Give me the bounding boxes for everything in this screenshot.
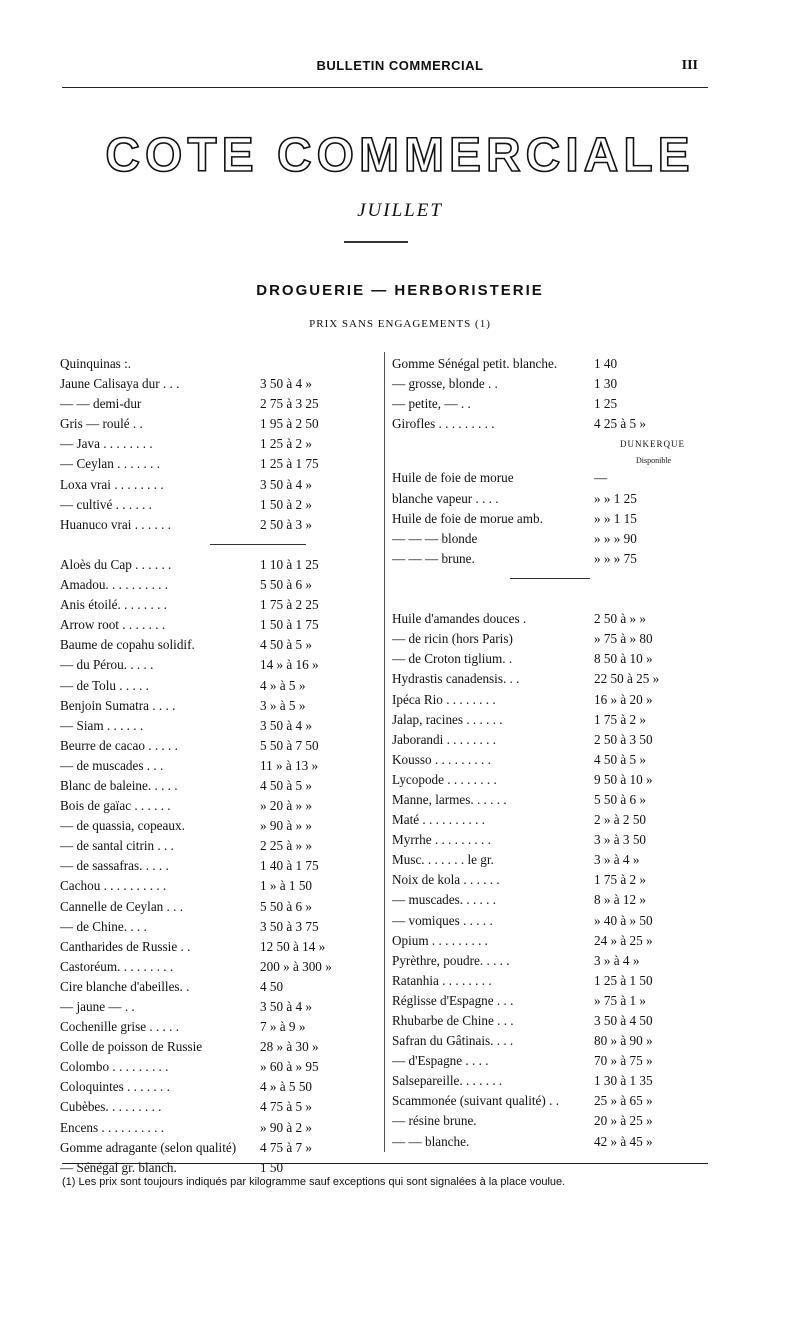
item-price: 7 » à 9 » [260,1019,306,1035]
item-label: — de sassafras. . . . . [60,858,169,874]
dunkerque-label: DUNKERQUE [620,439,685,450]
price-row [60,1138,378,1158]
section-title: DROGUERIE — HERBORISTERIE [256,282,544,299]
price-row [60,836,378,856]
item-price: 1 » à 1 50 [260,878,313,894]
item-price: 1 75 à 2 25 [260,597,319,613]
price-row [60,354,378,374]
item-label: blanche vapeur . . . . [392,490,499,506]
footnote-rule [62,1163,708,1164]
item-label: Aloès du Cap . . . . . . [60,556,172,572]
separator-rule [392,569,710,589]
item-label: Gris — roulé . . [60,416,143,432]
item-label: Ipéca Rio . . . . . . . . [392,691,496,707]
item-price: » 75 à 1 » [594,992,647,1008]
price-row [60,756,378,776]
price-row [60,555,378,575]
item-label: Cannelle de Ceylan . . . [60,898,184,914]
price-row [60,1057,378,1077]
price-row [392,354,710,374]
item-label: Loxa vrai . . . . . . . . [60,476,164,492]
price-row [60,957,378,977]
price-row [60,635,378,655]
price-row [60,676,378,696]
item-label: — — — brune. [392,550,475,566]
item-label: Blanc de baleine. . . . . [60,777,178,793]
item-price: 1 25 à 1 50 [594,972,653,988]
item-label: — jaune — . . [60,999,135,1014]
item-price: 22 50 à 25 » [594,671,660,687]
item-label: Cubèbes. . . . . . . . . [60,1099,162,1115]
item-label: Myrrhe . . . . . . . . . [392,832,491,848]
item-price: 5 50 à 7 50 [260,737,319,753]
item-label: Musc. . . . . . . le gr. [392,852,494,868]
item-price: 25 » à 65 » [594,1093,653,1109]
item-price: 3 50 à 4 » [260,476,313,492]
dunkerque-heading [392,434,710,454]
item-price: » » 1 15 [594,510,637,526]
item-price: 12 50 à 14 » [260,938,326,954]
price-row [60,776,378,796]
price-row [60,1097,378,1117]
item-price: 3 50 à 4 » [260,717,313,733]
price-row [392,509,710,529]
price-row [60,1077,378,1097]
item-price: » 90 à 2 » [260,1119,313,1135]
price-row [60,736,378,756]
item-label: — grosse, blonde . . [392,376,498,392]
item-price: 11 » à 13 » [260,757,319,773]
item-price: 1 95 à 2 50 [260,416,319,432]
item-label: — de santal citrin . . . [60,838,174,854]
item-price: 2 » à 2 50 [594,812,647,828]
item-label: — — demi-dur [60,396,142,412]
item-label: — vomiques . . . . . [392,912,493,928]
item-label: Arrow root . . . . . . . [60,617,166,633]
item-price: 4 » à 5 » [260,677,306,693]
item-label: Castoréum. . . . . . . . . [60,958,174,974]
price-row [60,495,378,515]
footnote: (1) Les prix sont toujours indiqués par kilogramme sauf exceptions qui sont signalées à la place voulue. [62,1176,566,1188]
item-label: Jaune Calisaya dur . . . [60,376,180,392]
item-label: Safran du Gâtinais. . . . [392,1033,514,1049]
item-label: Huile de foie de morue amb. [392,510,543,526]
price-row [60,876,378,896]
item-price: 3 50 à 4 » [260,376,313,392]
item-price: 1 10 à 1 25 [260,556,319,572]
item-price: 4 50 [260,978,284,994]
item-price: 2 75 à 3 25 [260,396,319,412]
price-row [392,690,710,710]
item-label: Maté . . . . . . . . . . [392,812,486,828]
spacer [392,589,710,609]
item-price: 1 75 à 2 » [594,872,647,888]
price-row [60,856,378,876]
item-label: — — — blonde [392,530,478,546]
item-label: Coloquintes . . . . . . . [60,1079,170,1095]
price-row [60,575,378,595]
item-label: — cultivé . . . . . . [60,496,152,512]
item-label: — de Chine. . . . [60,918,147,934]
item-price: 1 50 [260,1159,284,1175]
item-label: Cochenille grise . . . . . [60,1019,180,1035]
page-title: COTE COMMERCIALE [105,129,695,182]
item-price: 3 50 à 3 75 [260,918,319,934]
price-row [392,1031,710,1051]
item-price: 3 50 à 4 » [260,999,313,1014]
item-label: Gomme Sénégal petit. blanche. [392,356,558,371]
price-row [392,609,710,629]
item-label: Jalap, racines . . . . . . [392,711,503,727]
price-row [60,374,378,394]
price-row [392,971,710,991]
item-price: 9 50 à 10 » [594,771,653,787]
price-row [60,655,378,675]
price-row [392,1011,710,1031]
item-price: 3 » à 4 » [594,952,640,968]
ornament-rule [344,241,408,243]
item-label: — de Croton tiglium. . [392,651,513,667]
price-row [392,770,710,790]
item-price: 20 » à 25 » [594,1113,653,1129]
item-label: Cire blanche d'abeilles. . [60,978,190,994]
price-row [392,489,710,509]
price-row [60,475,378,495]
item-label: Cachou . . . . . . . . . . [60,878,167,894]
page-number: III [681,58,698,73]
price-row [392,1071,710,1091]
price-row [392,911,710,931]
item-price: 1 50 à 2 » [260,496,313,512]
item-price: » » » 75 [594,550,637,566]
price-row [392,991,710,1011]
item-label: Huile de foie de morue [392,470,514,486]
item-price: 1 40 [594,356,618,371]
item-price: 5 50 à 6 » [260,898,313,914]
item-price: 1 25 à 1 75 [260,456,319,472]
price-row [60,716,378,736]
item-price: 4 50 à 5 » [260,777,313,793]
item-label: Opium . . . . . . . . . [392,932,488,948]
item-price: 16 » à 20 » [594,691,653,707]
item-label: Kousso . . . . . . . . . [392,751,491,767]
item-price: 3 » à 3 50 [594,832,647,848]
item-price: 2 25 à » » [260,838,313,854]
item-label: Scammonée (suivant qualité) . . [392,1093,559,1109]
item-price: 24 » à 25 » [594,932,653,948]
price-row [392,730,710,750]
price-row [392,870,710,890]
price-row [392,850,710,870]
price-row [392,414,710,434]
item-price: 2 50 à » » [594,611,647,627]
price-note: PRIX SANS ENGAGEMENTS (1) [309,318,491,330]
price-row [60,595,378,615]
item-price: 200 » à 300 » [260,958,332,974]
item-label: Manne, larmes. . . . . . [392,791,507,807]
item-price: 3 50 à 4 50 [594,1013,653,1028]
price-row [392,394,710,414]
item-price: » 20 à » » [260,798,313,814]
item-price: 8 » à 12 » [594,892,647,908]
item-label: Anis étoilé. . . . . . . . [60,597,167,613]
disponible-heading [392,454,710,468]
item-label: — Siam . . . . . . [60,717,144,733]
item-price: 1 25 [594,396,618,412]
item-label: — de muscades . . . [60,757,164,773]
item-label: Quinquinas :. [60,356,132,371]
item-price: 5 50 à 6 » [594,791,647,807]
item-price: » 40 à » 50 [594,912,653,928]
price-row [60,816,378,836]
price-row [392,549,710,569]
separator-rule [60,535,378,555]
price-row [392,931,710,951]
column-divider [384,352,385,1152]
item-price: » 75 à » 80 [594,631,653,647]
price-row [60,977,378,997]
item-price: 4 » à 5 50 [260,1079,313,1095]
item-label: Encens . . . . . . . . . . [60,1119,165,1135]
item-label: — muscades. . . . . . [392,892,497,908]
left-price-column [60,354,378,1178]
price-row [392,810,710,830]
item-label: Jaborandi . . . . . . . . [392,731,497,747]
item-price: 1 30 à 1 35 [594,1073,653,1089]
item-price: » 60 à » 95 [260,1059,319,1075]
price-row [60,696,378,716]
item-label: Baume de copahu solidif. [60,637,195,653]
item-label: Benjoin Sumatra . . . . [60,697,176,713]
item-label: Noix de kola . . . . . . [392,872,500,888]
item-price: 2 50 à 3 50 [594,731,653,747]
item-label: — de quassia, copeaux. [60,818,185,834]
disponible-label: Disponible [636,456,672,466]
price-row [60,615,378,635]
price-row [60,434,378,454]
item-label: Hydrastis canadensis. . . [392,671,520,687]
running-title: BULLETIN COMMERCIAL [316,58,484,73]
item-label: Colle de poisson de Russie [60,1039,203,1055]
month-title: JUILLET [357,200,443,221]
item-label: Huile d'amandes douces . [392,611,527,627]
item-label: Girofles . . . . . . . . . [392,416,495,432]
item-price: 4 25 à 5 » [594,416,647,432]
item-label: Bois de gaïac . . . . . . [60,798,171,814]
item-label: — d'Espagne . . . . [392,1053,489,1069]
item-price: 1 30 [594,376,618,392]
item-price: 14 » à 16 » [260,657,319,673]
price-row [392,1132,710,1152]
price-row [392,374,710,394]
item-label: — petite, — . . [392,396,471,412]
item-price: 1 50 à 1 75 [260,617,319,633]
price-row [60,917,378,937]
price-row [392,830,710,850]
item-price: 4 50 à 5 » [594,751,647,767]
item-label: Huanuco vrai . . . . . . [60,516,171,532]
item-price: 3 » à 5 » [260,697,306,713]
item-price: 3 » à 4 » [594,852,640,868]
item-label: Colombo . . . . . . . . . [60,1059,169,1075]
price-row [392,669,710,689]
price-row [60,454,378,474]
price-row [60,1118,378,1138]
price-row [392,1091,710,1111]
item-label: — de Tolu . . . . . [60,677,149,693]
item-price: » 90 à » » [260,818,313,834]
price-row [392,1111,710,1131]
price-row [392,529,710,549]
item-price: 1 75 à 2 » [594,711,647,727]
item-price: 5 50 à 6 » [260,577,313,593]
item-price: 80 » à 90 » [594,1033,653,1049]
price-row [60,796,378,816]
item-label: Ratanhia . . . . . . . . [392,972,492,988]
price-row [392,710,710,730]
price-row [392,629,710,649]
price-row [60,1037,378,1057]
item-price: 4 75 à 7 » [260,1139,313,1155]
item-label: — Java . . . . . . . . [60,436,153,452]
item-label: Lycopode . . . . . . . . [392,771,497,787]
item-label: Cantharides de Russie . . [60,938,191,954]
item-label: Salsepareille. . . . . . . [392,1073,503,1089]
right-price-column [392,354,710,1152]
item-price: » » 1 25 [594,490,637,506]
item-label: Beurre de cacao . . . . . [60,737,178,753]
price-row [60,937,378,957]
item-price: 70 » à 75 » [594,1053,653,1069]
item-label: — Ceylan . . . . . . . [60,456,160,472]
item-label: — résine brune. [392,1113,477,1129]
price-row [392,1051,710,1071]
price-row [60,897,378,917]
item-price: 28 » à 30 » [260,1039,319,1055]
price-row [60,414,378,434]
item-price: 4 50 à 5 » [260,637,313,653]
item-price: 2 50 à 3 » [260,516,313,532]
price-row [60,997,378,1017]
item-price: 4 75 à 5 » [260,1099,313,1115]
price-row [392,951,710,971]
price-row [60,394,378,414]
item-price: 1 25 à 2 » [260,436,313,452]
item-label: Rhubarbe de Chine . . . [392,1013,514,1028]
price-row [392,750,710,770]
item-label: Réglisse d'Espagne . . . [392,992,514,1008]
item-label: Amadou. . . . . . . . . . [60,577,169,593]
item-price: — [594,470,608,486]
item-label: — Sénégal gr. blanch. [60,1159,177,1175]
price-row [392,890,710,910]
item-price: 8 50 à 10 » [594,651,653,667]
running-header [0,58,800,78]
price-row [392,468,710,488]
item-price: » » » 90 [594,530,637,546]
price-row [60,515,378,535]
item-label: Pyrèthre, poudre. . . . . [392,952,510,968]
price-row [392,649,710,669]
header-rule [62,87,708,88]
item-price: 42 » à 45 » [594,1133,653,1149]
price-row [60,1017,378,1037]
item-price: 1 40 à 1 75 [260,858,319,874]
item-label: — du Pérou. . . . . [60,657,154,673]
price-row [392,790,710,810]
item-label: — de ricin (hors Paris) [392,631,513,647]
item-label: — — blanche. [392,1133,470,1149]
item-label: Gomme adragante (selon qualité) [60,1139,237,1155]
